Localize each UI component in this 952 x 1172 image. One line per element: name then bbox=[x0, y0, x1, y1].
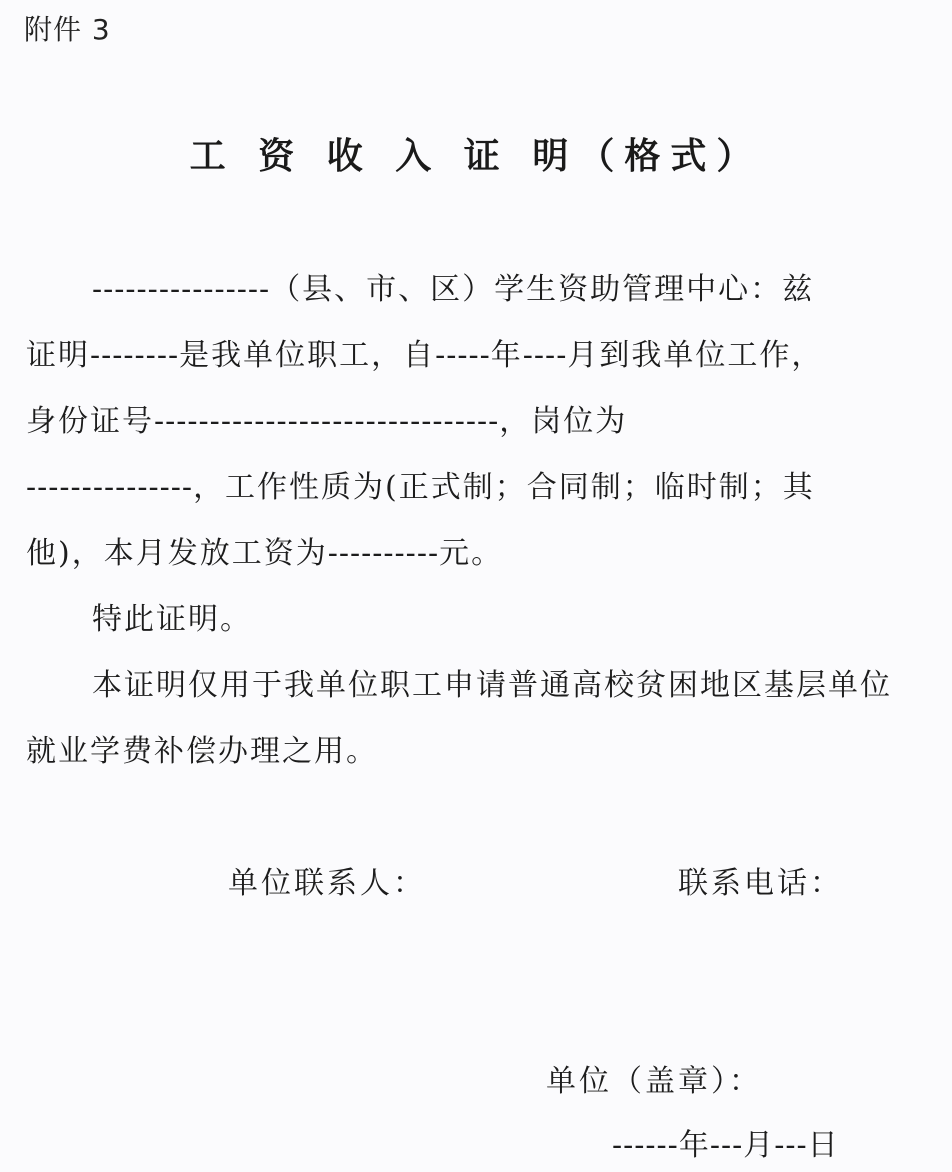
blank-county: ---------------- bbox=[92, 272, 271, 307]
line1-text: （县、市、区）学生资助管理中心：兹 bbox=[270, 272, 815, 307]
body-line-5 bbox=[26, 532, 503, 576]
blank-employee-name: -------- bbox=[90, 338, 180, 373]
date-day: 日 bbox=[807, 1128, 839, 1163]
document-title: 工 资 收 入 证 明（格式） bbox=[189, 135, 763, 177]
line2-year: 年 bbox=[490, 338, 523, 373]
date-month: 月 bbox=[743, 1128, 775, 1163]
line2-middle: 是我单位职工，自 bbox=[179, 338, 436, 373]
line3-suffix: ，岗位为 bbox=[499, 404, 628, 439]
line2-prefix: 证明 bbox=[26, 338, 90, 373]
date-year: 年 bbox=[678, 1128, 710, 1163]
body-line-8: 就业学费补偿办理之用。 bbox=[26, 734, 378, 769]
blank-start-month: ---- bbox=[522, 338, 568, 373]
blank-date-year: ------ bbox=[612, 1128, 679, 1163]
line5-prefix: 他)，本月发放工资为 bbox=[26, 536, 328, 571]
body-line-6: 特此证明。 bbox=[92, 602, 252, 637]
attachment-label: 附件 3 bbox=[24, 13, 111, 46]
line4-suffix: ，工作性质为(正式制；合同制；临时制；其 bbox=[193, 470, 815, 505]
body-line-4 bbox=[26, 466, 815, 510]
body-line-2 bbox=[26, 334, 823, 378]
blank-start-year: ----- bbox=[435, 338, 491, 373]
line3-prefix: 身份证号 bbox=[26, 404, 154, 439]
contact-person-label: 单位联系人： bbox=[228, 866, 426, 901]
blank-date-day: --- bbox=[774, 1128, 808, 1163]
line5-suffix: 元。 bbox=[439, 536, 504, 571]
unit-seal-label: 单位（盖章）： bbox=[546, 1064, 762, 1099]
body-line-7: 本证明仅用于我单位职工申请普通高校贫困地区基层单位 bbox=[92, 668, 892, 703]
body-line-3 bbox=[26, 400, 627, 444]
body-line-1 bbox=[92, 268, 814, 312]
contact-phone-label: 联系电话： bbox=[678, 866, 843, 901]
blank-salary: ---------- bbox=[327, 536, 440, 571]
blank-id-number: ------------------------------- bbox=[154, 404, 500, 439]
blank-date-month: --- bbox=[709, 1128, 744, 1163]
line2-suffix: 月到我单位工作， bbox=[567, 338, 824, 373]
blank-position: --------------- bbox=[26, 470, 194, 505]
date-line bbox=[612, 1120, 839, 1164]
